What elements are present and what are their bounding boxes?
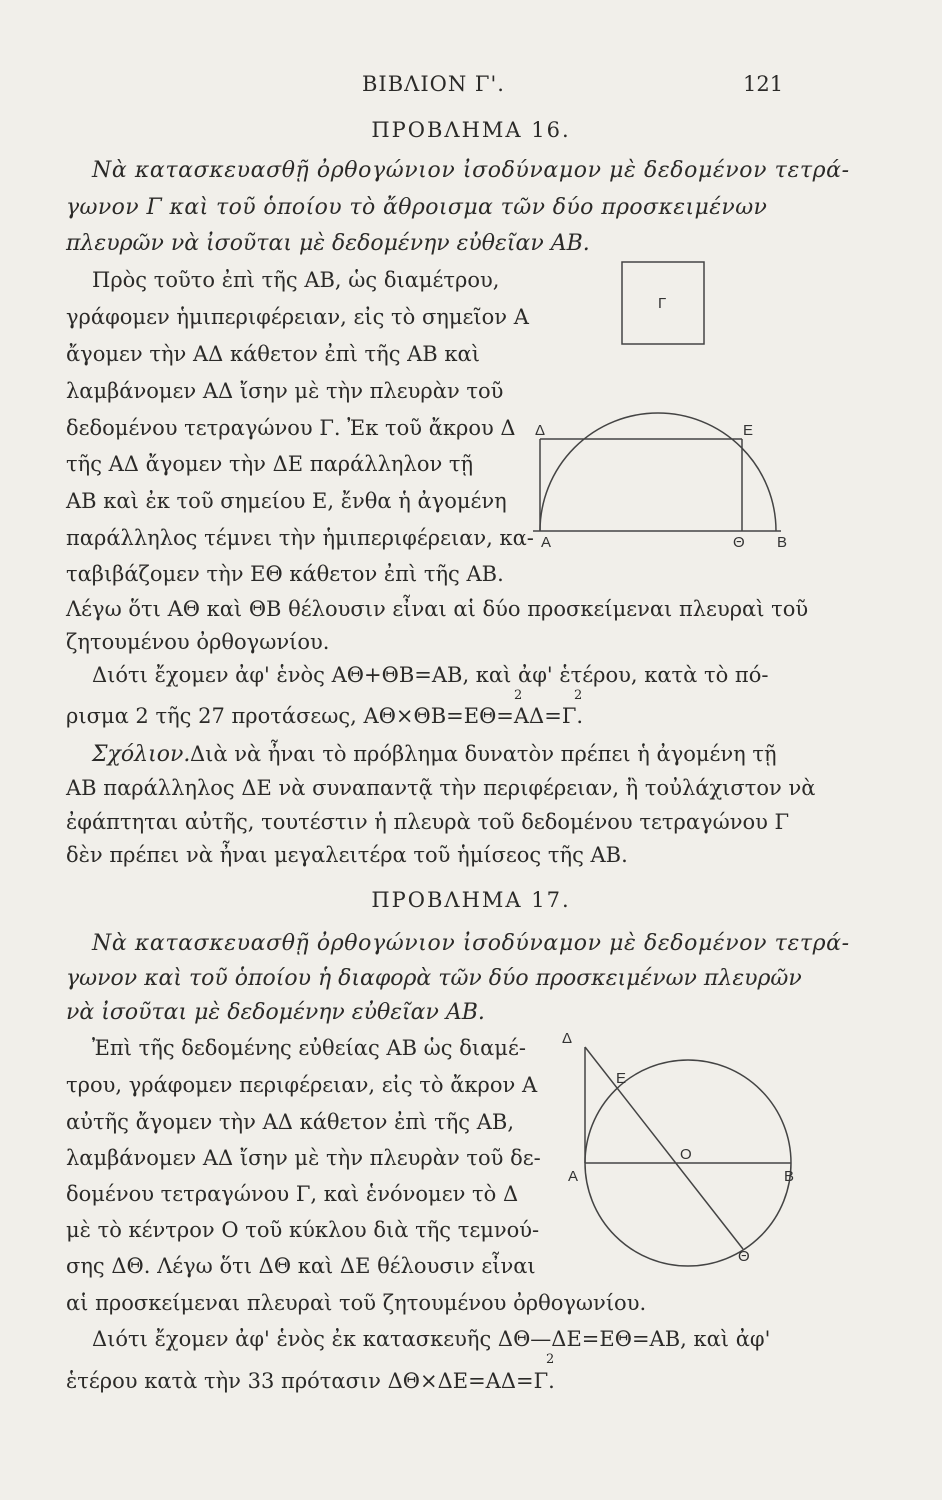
label-delta: Δ — [535, 422, 546, 439]
scholion-line: ΑΒ παράλληλος ΔΕ νὰ συναπαντᾷ τὴν περιφέρειαν, ἢ τοὐλάχιστον νὰ — [66, 776, 816, 800]
problem-17-solution-line: λαμβάνομεν ΑΔ ἴσην μὲ τὴν πλευρὰν τοῦ δε- — [66, 1146, 541, 1170]
problem-17-statement-line: γωνον καὶ τοῦ ὁποίου ἡ διαφορὰ τῶν δύο προσκειμένων πλευρῶν — [66, 966, 802, 991]
label-delta: Δ — [562, 1030, 573, 1047]
label-theta: Θ — [738, 1248, 750, 1265]
problem-16-solution-line: ταβιβάζομεν τὴν ΕΘ κάθετον ἐπὶ τῆς ΑΒ. — [66, 562, 504, 586]
label-theta: Θ — [733, 534, 745, 551]
problem-17-solution-line: τρου, γράφομεν περιφέρειαν, εἰς τὸ ἄκρον Α — [66, 1073, 538, 1097]
problem-17-solution-line: σης ΔΘ. Λέγω ὅτι ΔΘ καὶ ΔΕ θέλουσιν εἶναι — [66, 1254, 536, 1278]
problem-16-proof-line: Διότι ἔχομεν ἀφ' ἑνὸς ΑΘ+ΘΒ=ΑΒ, καὶ ἀφ' ἑτέρου, κατὰ τὸ πό- — [92, 663, 769, 687]
label-epsilon: Ε — [616, 1070, 627, 1087]
label-alpha: Α — [568, 1168, 579, 1185]
secant-dth — [585, 1047, 743, 1249]
problem-16-solution-line: ἄγομεν τὴν ΑΔ κάθετον ἐπὶ τῆς ΑΒ καὶ — [66, 342, 480, 366]
scholion-label: Σχόλιον. — [92, 742, 191, 767]
label-square-gamma: Γ — [658, 295, 667, 312]
problem-16-solution-line: παράλληλος τέμνει τὴν ἡμιπεριφέρειαν, κα- — [66, 526, 534, 550]
label-beta: Β — [784, 1168, 795, 1185]
exponent-mark: 2 — [574, 688, 583, 703]
problem-16-claim-line: ζητουμένου ὀρθογωνίου. — [66, 630, 330, 654]
label-alpha: Α — [541, 534, 552, 551]
problem-16-solution-line: δεδομένου τετραγώνου Γ. Ἐκ τοῦ ἄκρου Δ — [66, 416, 516, 440]
problem-16-solution-line: Πρὸς τοῦτο ἐπὶ τῆς ΑΒ, ὡς διαμέτρου, — [92, 268, 500, 292]
label-beta: Β — [777, 534, 788, 551]
problem-17-heading: ΠΡΟΒΛΗΜΑ 17. — [371, 888, 571, 912]
problem-16-statement-line: Νὰ κατασκευασθῇ ὀρθογώνιον ἰσοδύναμον μὲ δεδομένον τετρά- — [92, 158, 850, 183]
problem-17-solution-line: Ἐπὶ τῆς δεδομένης εὐθείας ΑΒ ὡς διαμέ- — [92, 1036, 526, 1060]
page-number: 121 — [743, 72, 784, 96]
exponent-mark: 2 — [546, 1352, 555, 1367]
scholion-line: δὲν πρέπει νὰ ἦναι μεγαλειτέρα τοῦ ἡμίσεος τῆς ΑΒ. — [66, 843, 628, 867]
problem-16-solution-line: λαμβάνομεν ΑΔ ἴσην μὲ τὴν πλευρὰν τοῦ — [66, 379, 504, 403]
problem-17-solution-line: αὐτῆς ἄγομεν τὴν ΑΔ κάθετον ἐπὶ τῆς ΑΒ, — [66, 1110, 514, 1134]
semicircle-arc — [540, 413, 776, 531]
problem-16-proof-line: ρισμα 2 τῆς 27 προτάσεως, ΑΘ×ΘΒ=ΕΘ=ΑΔ=Γ. — [66, 704, 584, 728]
problem-17-statement-line: Νὰ κατασκευασθῇ ὀρθογώνιον ἰσοδύναμον μὲ δεδομένον τετρά- — [92, 931, 850, 956]
problem-16-claim-line: Λέγω ὅτι ΑΘ καὶ ΘΒ θέλουσιν εἶναι αἱ δύο προσκείμεναι πλευραὶ τοῦ — [66, 597, 809, 621]
circle-figure — [560, 1025, 810, 1265]
problem-17-proof-line: Διότι ἔχομεν ἀφ' ἑνὸς ἐκ κατασκευῆς ΔΘ—ΔΕ=ΕΘ=ΑΒ, καὶ ἀφ' — [92, 1327, 771, 1351]
square-gamma-figure — [618, 258, 708, 348]
exponent-mark: 2 — [514, 688, 523, 703]
problem-16-solution-line: γράφομεν ἡμιπεριφέρειαν, εἰς τὸ σημεῖον Α — [66, 305, 529, 329]
label-epsilon: Ε — [743, 422, 754, 439]
problem-17-solution-line: μὲ τὸ κέντρον Ο τοῦ κύκλου διὰ τῆς τεμνού- — [66, 1218, 540, 1242]
running-title: ΒΙΒΛΙΟΝ Γ'. — [362, 72, 505, 96]
label-omicron: Ο — [680, 1146, 692, 1163]
problem-16-statement-line: γωνον Γ καὶ τοῦ ὁποίου τὸ ἄθροισμα τῶν δύο προσκειμένων — [66, 195, 768, 220]
problem-16-solution-line: ΑΒ καὶ ἐκ τοῦ σημείου Ε, ἔνθα ἡ ἀγομένη — [66, 489, 507, 513]
problem-16-solution-line: τῆς ΑΔ ἄγομεν τὴν ΔΕ παράλληλον τῇ — [66, 452, 474, 476]
problem-16-heading: ΠΡΟΒΛΗΜΑ 16. — [371, 118, 571, 142]
problem-17-solution-line: δομένου τετραγώνου Γ, καὶ ἑνόνομεν τὸ Δ — [66, 1182, 519, 1206]
scholion-line: ἐφάπτηται αὐτῆς, τουτέστιν ἡ πλευρὰ τοῦ δεδομένου τετραγώνου Γ — [66, 810, 790, 834]
problem-17-proof-line: ἑτέρου κατὰ τὴν 33 πρότασιν ΔΘ×ΔΕ=ΑΔ=Γ. — [66, 1369, 555, 1393]
problem-17-solution-line: αἱ προσκείμεναι πλευραὶ τοῦ ζητουμένου ὀρθογωνίου. — [66, 1291, 647, 1315]
problem-16-statement-line: πλευρῶν νὰ ἰσοῦται μὲ δεδομένην εὐθεῖαν ΑΒ. — [66, 231, 590, 256]
running-head — [0, 72, 942, 102]
scholion-line: Διὰ νὰ ἦναι τὸ πρόβλημα δυνατὸν πρέπει ἡ ἀγομένη τῇ — [190, 742, 777, 766]
problem-17-statement-line: νὰ ἰσοῦται μὲ δεδομένην εὐθεῖαν ΑΒ. — [66, 1000, 485, 1025]
semicircle-figure — [525, 395, 795, 555]
